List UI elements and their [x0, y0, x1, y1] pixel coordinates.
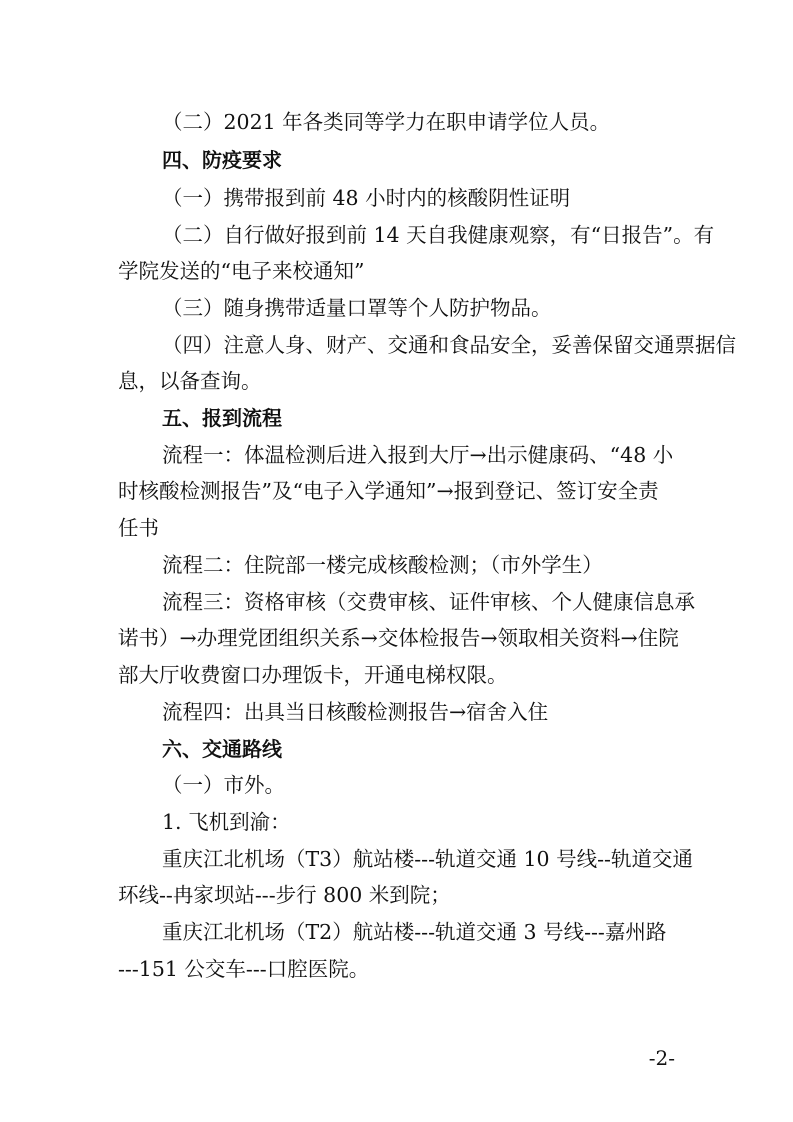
paragraph-line: 重庆江北机场（T3）航站楼---轨道交通 10 号线--轨道交通 — [162, 847, 693, 871]
paragraph-line: 流程三：资格审核（交费审核、证件审核、个人健康信息承 — [162, 590, 695, 614]
paragraph-line: 环线--冉家坝站---步行 800 米到院； — [118, 883, 451, 907]
section-heading-registration-process: 五、报到流程 — [162, 406, 282, 430]
paragraph-line: 流程四：出具当日核酸检测报告→宿舍入住 — [162, 700, 549, 724]
paragraph-line: （一）携带报到前 48 小时内的核酸阴性证明 — [162, 186, 571, 210]
paragraph-line: 任书 — [118, 516, 159, 540]
paragraph-line: 流程一：体温检测后进入报到大厅→出示健康码、“48 小 — [162, 443, 674, 467]
page-number: -2- — [648, 1046, 675, 1070]
paragraph-line: 流程二：住院部一楼完成核酸检测；（市外学生） — [162, 553, 603, 577]
paragraph-line: ---151 公交车---口腔医院。 — [118, 957, 370, 981]
paragraph-line: （二）自行做好报到前 14 天自我健康观察，有“日报告”。有 — [162, 223, 715, 247]
paragraph-line: 学院发送的“电子来校通知” — [118, 259, 365, 283]
section-heading-transport-routes: 六、交通路线 — [162, 737, 282, 761]
paragraph-line: 诺书）→办理党团组织关系→交体检报告→领取相关资料→住院 — [118, 626, 679, 650]
paragraph-line: 1. 飞机到渝： — [162, 810, 291, 834]
paragraph-line: 时核酸检测报告”及“电子入学通知”→报到登记、签订安全责 — [118, 479, 659, 503]
paragraph-line: 息，以备查询。 — [118, 369, 262, 393]
paragraph-line: （二）2021 年各类同等学力在职申请学位人员。 — [162, 110, 611, 134]
paragraph-line: 部大厅收费窗口办理饭卡，开通电梯权限。 — [118, 663, 508, 687]
section-heading-epidemic-requirements: 四、防疫要求 — [162, 148, 282, 172]
paragraph-line: 重庆江北机场（T2）航站楼---轨道交通 3 号线---嘉州路 — [162, 920, 667, 944]
paragraph-line: （一）市外。 — [162, 773, 285, 797]
paragraph-line: （三）随身携带适量口罩等个人防护物品。 — [162, 296, 552, 320]
paragraph-line: （四）注意人身、财产、交通和食品安全，妥善保留交通票据信 — [162, 333, 736, 357]
